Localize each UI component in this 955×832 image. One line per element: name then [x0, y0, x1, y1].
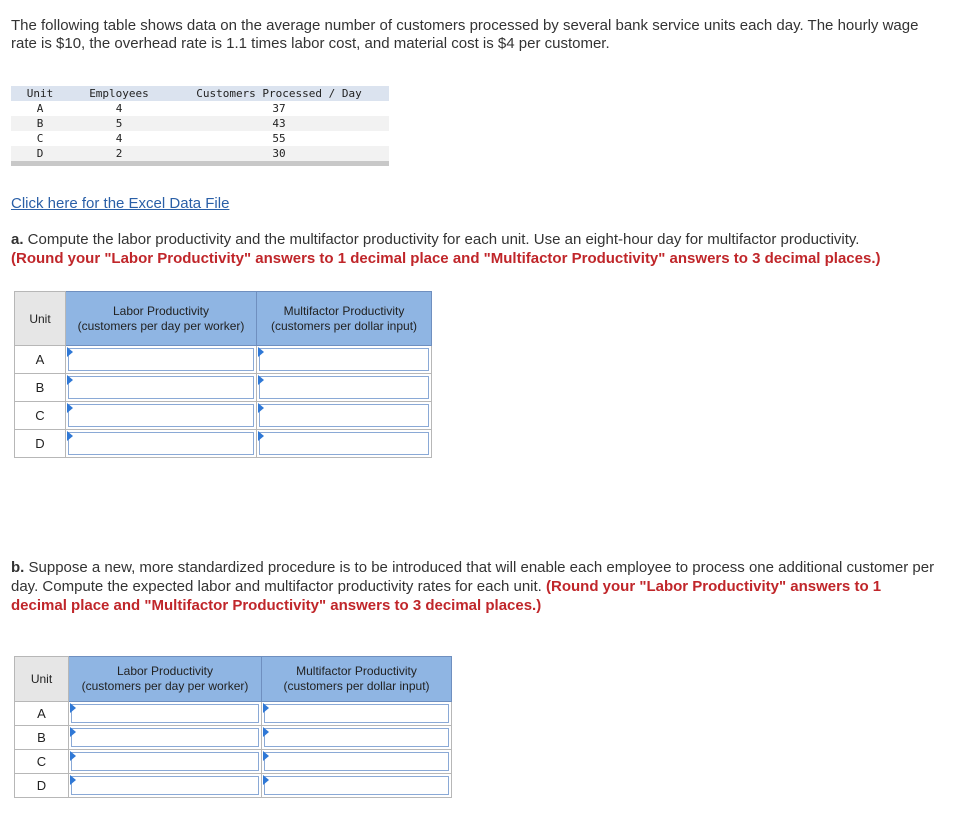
header-unit: Unit — [11, 86, 69, 101]
multifactor-cell — [257, 346, 432, 374]
answer-row — [15, 430, 432, 458]
multifactor-input-a-A[interactable] — [259, 348, 429, 371]
answer-marker-icon — [263, 775, 269, 785]
multifactor-input-a-B[interactable] — [259, 376, 429, 399]
answer-marker-icon — [263, 751, 269, 761]
answer-unit-label: C — [15, 402, 66, 430]
multifactor-header-sub: (customers per dollar input) — [270, 318, 418, 333]
row-customers: 43 — [169, 116, 389, 131]
labor-cell — [66, 374, 257, 402]
answer-marker-icon — [67, 431, 73, 441]
header-employees: Employees — [69, 86, 169, 101]
labor-cell — [66, 402, 257, 430]
multifactor-header-title: Multifactor Productivity — [283, 303, 405, 318]
answer-marker-icon — [67, 403, 73, 413]
answer-marker-icon — [258, 431, 264, 441]
multifactor-header-title: Multifactor Productivity — [296, 664, 417, 678]
answer-marker-icon — [258, 403, 264, 413]
answer-marker-icon — [263, 727, 269, 737]
labor-input-a-D[interactable] — [68, 432, 254, 455]
data-table-header — [11, 86, 389, 101]
question-b-instruction: (Round your "Labor Productivity" answers to 1 decimal place and "Multifactor Productivity" answers to 3 decimal places.) — [11, 578, 882, 614]
answer-unit-label: C — [15, 750, 69, 774]
multifactor-input-a-D[interactable] — [259, 432, 429, 455]
row-unit: A — [36, 102, 44, 115]
answer-table-b — [14, 656, 452, 798]
multifactor-cell — [262, 702, 452, 726]
question-a — [11, 230, 936, 268]
multifactor-cell — [262, 726, 452, 750]
row-employees: 4 — [115, 132, 123, 145]
excel-data-file-link[interactable]: Click here for the Excel Data File — [11, 195, 230, 212]
customer-data-table — [11, 86, 389, 166]
answer-row — [15, 774, 452, 798]
answer-header-multifactor — [262, 657, 452, 702]
answer-header-unit: Unit — [15, 292, 66, 346]
labor-header-sub: (customers per day per worker) — [81, 679, 249, 693]
multifactor-cell — [257, 402, 432, 430]
row-customers: 30 — [169, 146, 389, 161]
answer-row — [15, 750, 452, 774]
answer-unit-label: D — [15, 774, 69, 798]
answer-table-a — [14, 291, 432, 458]
answer-marker-icon — [70, 775, 76, 785]
row-unit: C — [36, 132, 44, 145]
answer-marker-icon — [70, 727, 76, 737]
answer-row — [15, 726, 452, 750]
row-employees: 5 — [69, 116, 169, 131]
answer-marker-icon — [70, 703, 76, 713]
labor-cell — [66, 346, 257, 374]
answer-row — [15, 346, 432, 374]
labor-input-a-A[interactable] — [68, 348, 254, 371]
labor-input-a-B[interactable] — [68, 376, 254, 399]
answer-unit-label: D — [15, 430, 66, 458]
multifactor-input-a-C[interactable] — [259, 404, 429, 427]
data-row — [11, 101, 389, 116]
question-a-label: a. — [11, 231, 24, 248]
labor-input-b-B[interactable] — [71, 728, 259, 747]
answer-marker-icon — [67, 347, 73, 357]
answer-header-multifactor — [257, 292, 432, 346]
data-table-footer — [11, 161, 389, 166]
labor-cell — [66, 430, 257, 458]
labor-input-a-C[interactable] — [68, 404, 254, 427]
multifactor-input-b-B[interactable] — [264, 728, 449, 747]
row-employees: 4 — [115, 102, 123, 115]
row-customers: 37 — [272, 102, 286, 115]
answer-unit-label: A — [15, 346, 66, 374]
multifactor-header-sub: (customers per dollar input) — [283, 679, 430, 693]
labor-header-sub: (customers per day per worker) — [77, 318, 245, 333]
question-a-instruction: (Round your "Labor Productivity" answers to 1 decimal place and "Multifactor Productivity" answers to 3 decimal places.) — [11, 250, 881, 267]
data-row — [11, 116, 389, 131]
labor-input-b-C[interactable] — [71, 752, 259, 771]
answer-unit-label: A — [15, 702, 69, 726]
answer-marker-icon — [258, 375, 264, 385]
header-customers: Customers Processed / Day — [169, 86, 389, 101]
row-unit: D — [11, 146, 69, 161]
labor-cell — [69, 702, 262, 726]
question-b-label: b. — [11, 559, 25, 576]
answer-header-labor — [66, 292, 257, 346]
labor-cell — [69, 726, 262, 750]
multifactor-input-b-C[interactable] — [264, 752, 449, 771]
question-b-text: Suppose a new, more standardized procedure is to be introduced that will enable each employee to process one additional customer per day. Compute the expected labor and multifactor productivity rates for each unit. — [11, 559, 935, 595]
multifactor-cell — [262, 774, 452, 798]
answer-header-labor — [69, 657, 262, 702]
multifactor-cell — [262, 750, 452, 774]
answer-marker-icon — [258, 347, 264, 357]
labor-header-title: Labor Productivity — [116, 664, 214, 678]
data-row — [11, 131, 389, 146]
multifactor-input-b-A[interactable] — [264, 704, 449, 723]
data-row — [11, 146, 389, 161]
answer-row — [15, 374, 432, 402]
labor-input-b-D[interactable] — [71, 776, 259, 795]
question-a-text: Compute the labor productivity and the multifactor productivity for each unit. Use an eight-hour day for multifactor productivity. — [23, 231, 860, 248]
labor-cell — [69, 774, 262, 798]
answer-unit-label: B — [15, 726, 69, 750]
answer-row — [15, 402, 432, 430]
labor-cell — [69, 750, 262, 774]
labor-input-b-A[interactable] — [71, 704, 259, 723]
row-employees: 2 — [69, 146, 169, 161]
answer-marker-icon — [263, 703, 269, 713]
answer-header-unit: Unit — [15, 657, 69, 702]
multifactor-cell — [257, 374, 432, 402]
multifactor-cell — [257, 430, 432, 458]
problem-intro: The following table shows data on the average number of customers processed by several bank service units each day. The hourly wage rate is $10, the overhead rate is 1.1 times labor cost, and material cost is $4 per customer. — [11, 17, 919, 52]
answer-unit-label: B — [15, 374, 66, 402]
multifactor-input-b-D[interactable] — [264, 776, 449, 795]
question-b — [11, 558, 936, 615]
answer-marker-icon — [67, 375, 73, 385]
row-customers: 55 — [272, 132, 286, 145]
answer-row — [15, 702, 452, 726]
row-unit: B — [11, 116, 69, 131]
answer-marker-icon — [70, 751, 76, 761]
labor-header-title: Labor Productivity — [112, 303, 210, 318]
